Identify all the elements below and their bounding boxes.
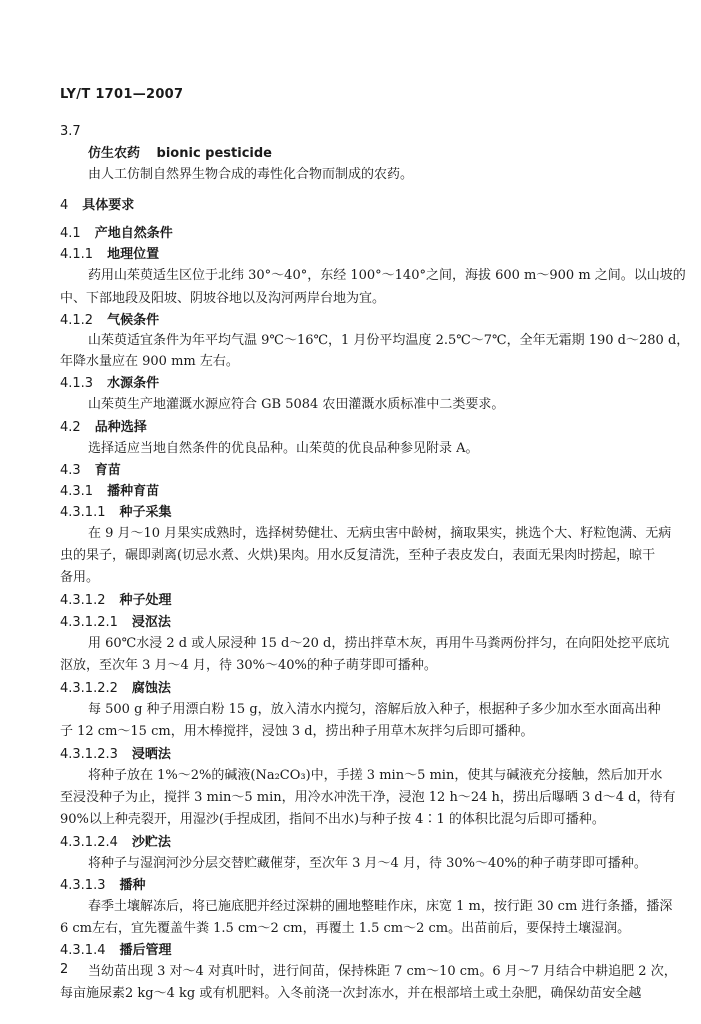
paragraph-line: 选择适应当地自然条件的优良品种。山茱萸的优良品种参见附录 A。 — [88, 441, 479, 456]
heading-4-3-1: 4.3.1 播种育苗 — [60, 484, 160, 499]
heading-4-3-1-2-1: 4.3.1.2.1 浸沤法 — [60, 615, 171, 630]
paragraph-line: 90%以上种壳裂开，用湿沙(手捏成团，指间不出水)与种子按 4∶1 的体积比混匀后即可播种。 — [60, 812, 605, 827]
heading-4: 4 具体要求 — [60, 198, 135, 213]
paragraph-line: 中、下部地段及阳坡、阴坡谷地以及沟河两岸台地为宜。 — [60, 291, 386, 306]
heading-4-1-3: 4.1.3 水源条件 — [60, 376, 160, 391]
paragraph-line: 备用。 — [60, 570, 100, 585]
paragraph-line: 将种子与湿润河沙分层交替贮藏催芽，至次年 3 月～4 月，待 30%～40%的种子萌芽即可播种。 — [88, 856, 647, 871]
paragraph-line: 子 12 cm～15 cm，用木棒搅拌，浸蚀 3 d，捞出种子用草木灰拌匀后即可播种。 — [60, 724, 534, 739]
paragraph-line: 将种子放在 1%～2%的碱液(Na₂CO₃)中，手搓 3 min～5 min，使其与碱液充分接触，然后加开水 — [88, 768, 663, 783]
paragraph-line: 用 60℃水浸 2 d 或人尿浸种 15 d～20 d，捞出拌草木灰，再用牛马粪两份拌匀，在向阳处挖平底坑 — [88, 636, 670, 651]
heading-4-1-2: 4.1.2 气候条件 — [60, 313, 160, 328]
term-cn: 仿生农药 — [88, 146, 141, 161]
heading-4-3: 4.3 育苗 — [60, 463, 121, 478]
clause-number-3-7: 3.7 — [60, 124, 81, 139]
paragraph-line: 每 500 g 种子用漂白粉 15 g，放入清水内搅匀，溶解后放入种子，根据种子多少加水至水面高出种 — [88, 702, 661, 717]
paragraph-line: 当幼苗出现 3 对～4 对真叶时，进行间苗，保持株距 7 cm～10 cm。6 月～7 月结合中耕追肥 2 次， — [88, 964, 677, 979]
heading-4-3-1-1: 4.3.1.1 种子采集 — [60, 505, 172, 520]
standard-number: LY/T 1701—2007 — [60, 87, 184, 102]
paragraph-line: 春季土壤解冻后，将已施底肥并经过深耕的圃地整畦作床，床宽 1 m，按行距 30 cm 进行条播，播深 — [88, 899, 673, 914]
term-en: bionic pesticide — [156, 146, 272, 161]
heading-4-3-1-2-2: 4.3.1.2.2 腐蚀法 — [60, 681, 171, 696]
heading-4-3-1-2-4: 4.3.1.2.4 沙贮法 — [60, 835, 171, 850]
paragraph-line: 药用山茱萸适生区位于北纬 30°～40°，东经 100°～140°之间，海拔 600 m～900 m 之间。以山坡的 — [88, 268, 686, 283]
heading-4-3-1-2-3: 4.3.1.2.3 浸晒法 — [60, 747, 171, 762]
term-3-7 — [88, 144, 272, 164]
heading-4-1: 4.1 产地自然条件 — [60, 226, 173, 241]
paragraph-line: 沤放，至次年 3 月～4 月，待 30%～40%的种子萌芽即可播种。 — [60, 658, 437, 673]
heading-4-3-1-3: 4.3.1.3 播种 — [60, 878, 146, 893]
heading-4-1-1: 4.1.1 地理位置 — [60, 247, 160, 262]
paragraph-line: 在 9 月～10 月果实成熟时，选择树势健壮、无病虫害中龄树，摘取果实，挑选个大、籽粒饱满、无病 — [88, 526, 672, 541]
page-number: 2 — [60, 962, 69, 977]
heading-4-3-1-2: 4.3.1.2 种子处理 — [60, 593, 172, 608]
heading-4-2: 4.2 品种选择 — [60, 420, 147, 435]
paragraph-line: 虫的果子，碾即剥离(切忌水煮、火烘)果肉。用水反复清洗，至种子表皮发白，表面无果肉时捞起，晾干 — [60, 548, 656, 563]
paragraph-line: 年降水量应在 900 mm 左右。 — [60, 354, 239, 369]
definition-3-7: 由人工仿制自然界生物合成的毒性化合物而制成的农药。 — [88, 167, 414, 182]
paragraph-line: 山茱萸生产地灌溉水源应符合 GB 5084 农田灌溉水质标准中二类要求。 — [88, 397, 505, 412]
paragraph-line: 6 cm左右，宜先覆盖牛粪 1.5 cm～2 cm，再覆土 1.5 cm～2 cm。出苗前后，要保持土壤湿润。 — [60, 921, 631, 936]
paragraph-line: 每亩施尿素2 kg～4 kg 或有机肥料。入冬前浇一次封冻水，并在根部培土或土杂肥，确保幼苗安全越 — [60, 986, 642, 1001]
paragraph-line: 至浸没种子为止，搅拌 3 min～5 min，用冷水冲洗干净，浸泡 12 h～24 h，捞出后曝晒 3 d～4 d，待有 — [60, 790, 676, 805]
heading-4-3-1-4: 4.3.1.4 播后管理 — [60, 943, 172, 958]
paragraph-line: 山茱萸适宜条件为年平均气温 9℃～16℃，1 月份平均温度 2.5℃～7℃，全年无霜期 190 d～280 d， — [88, 333, 690, 348]
